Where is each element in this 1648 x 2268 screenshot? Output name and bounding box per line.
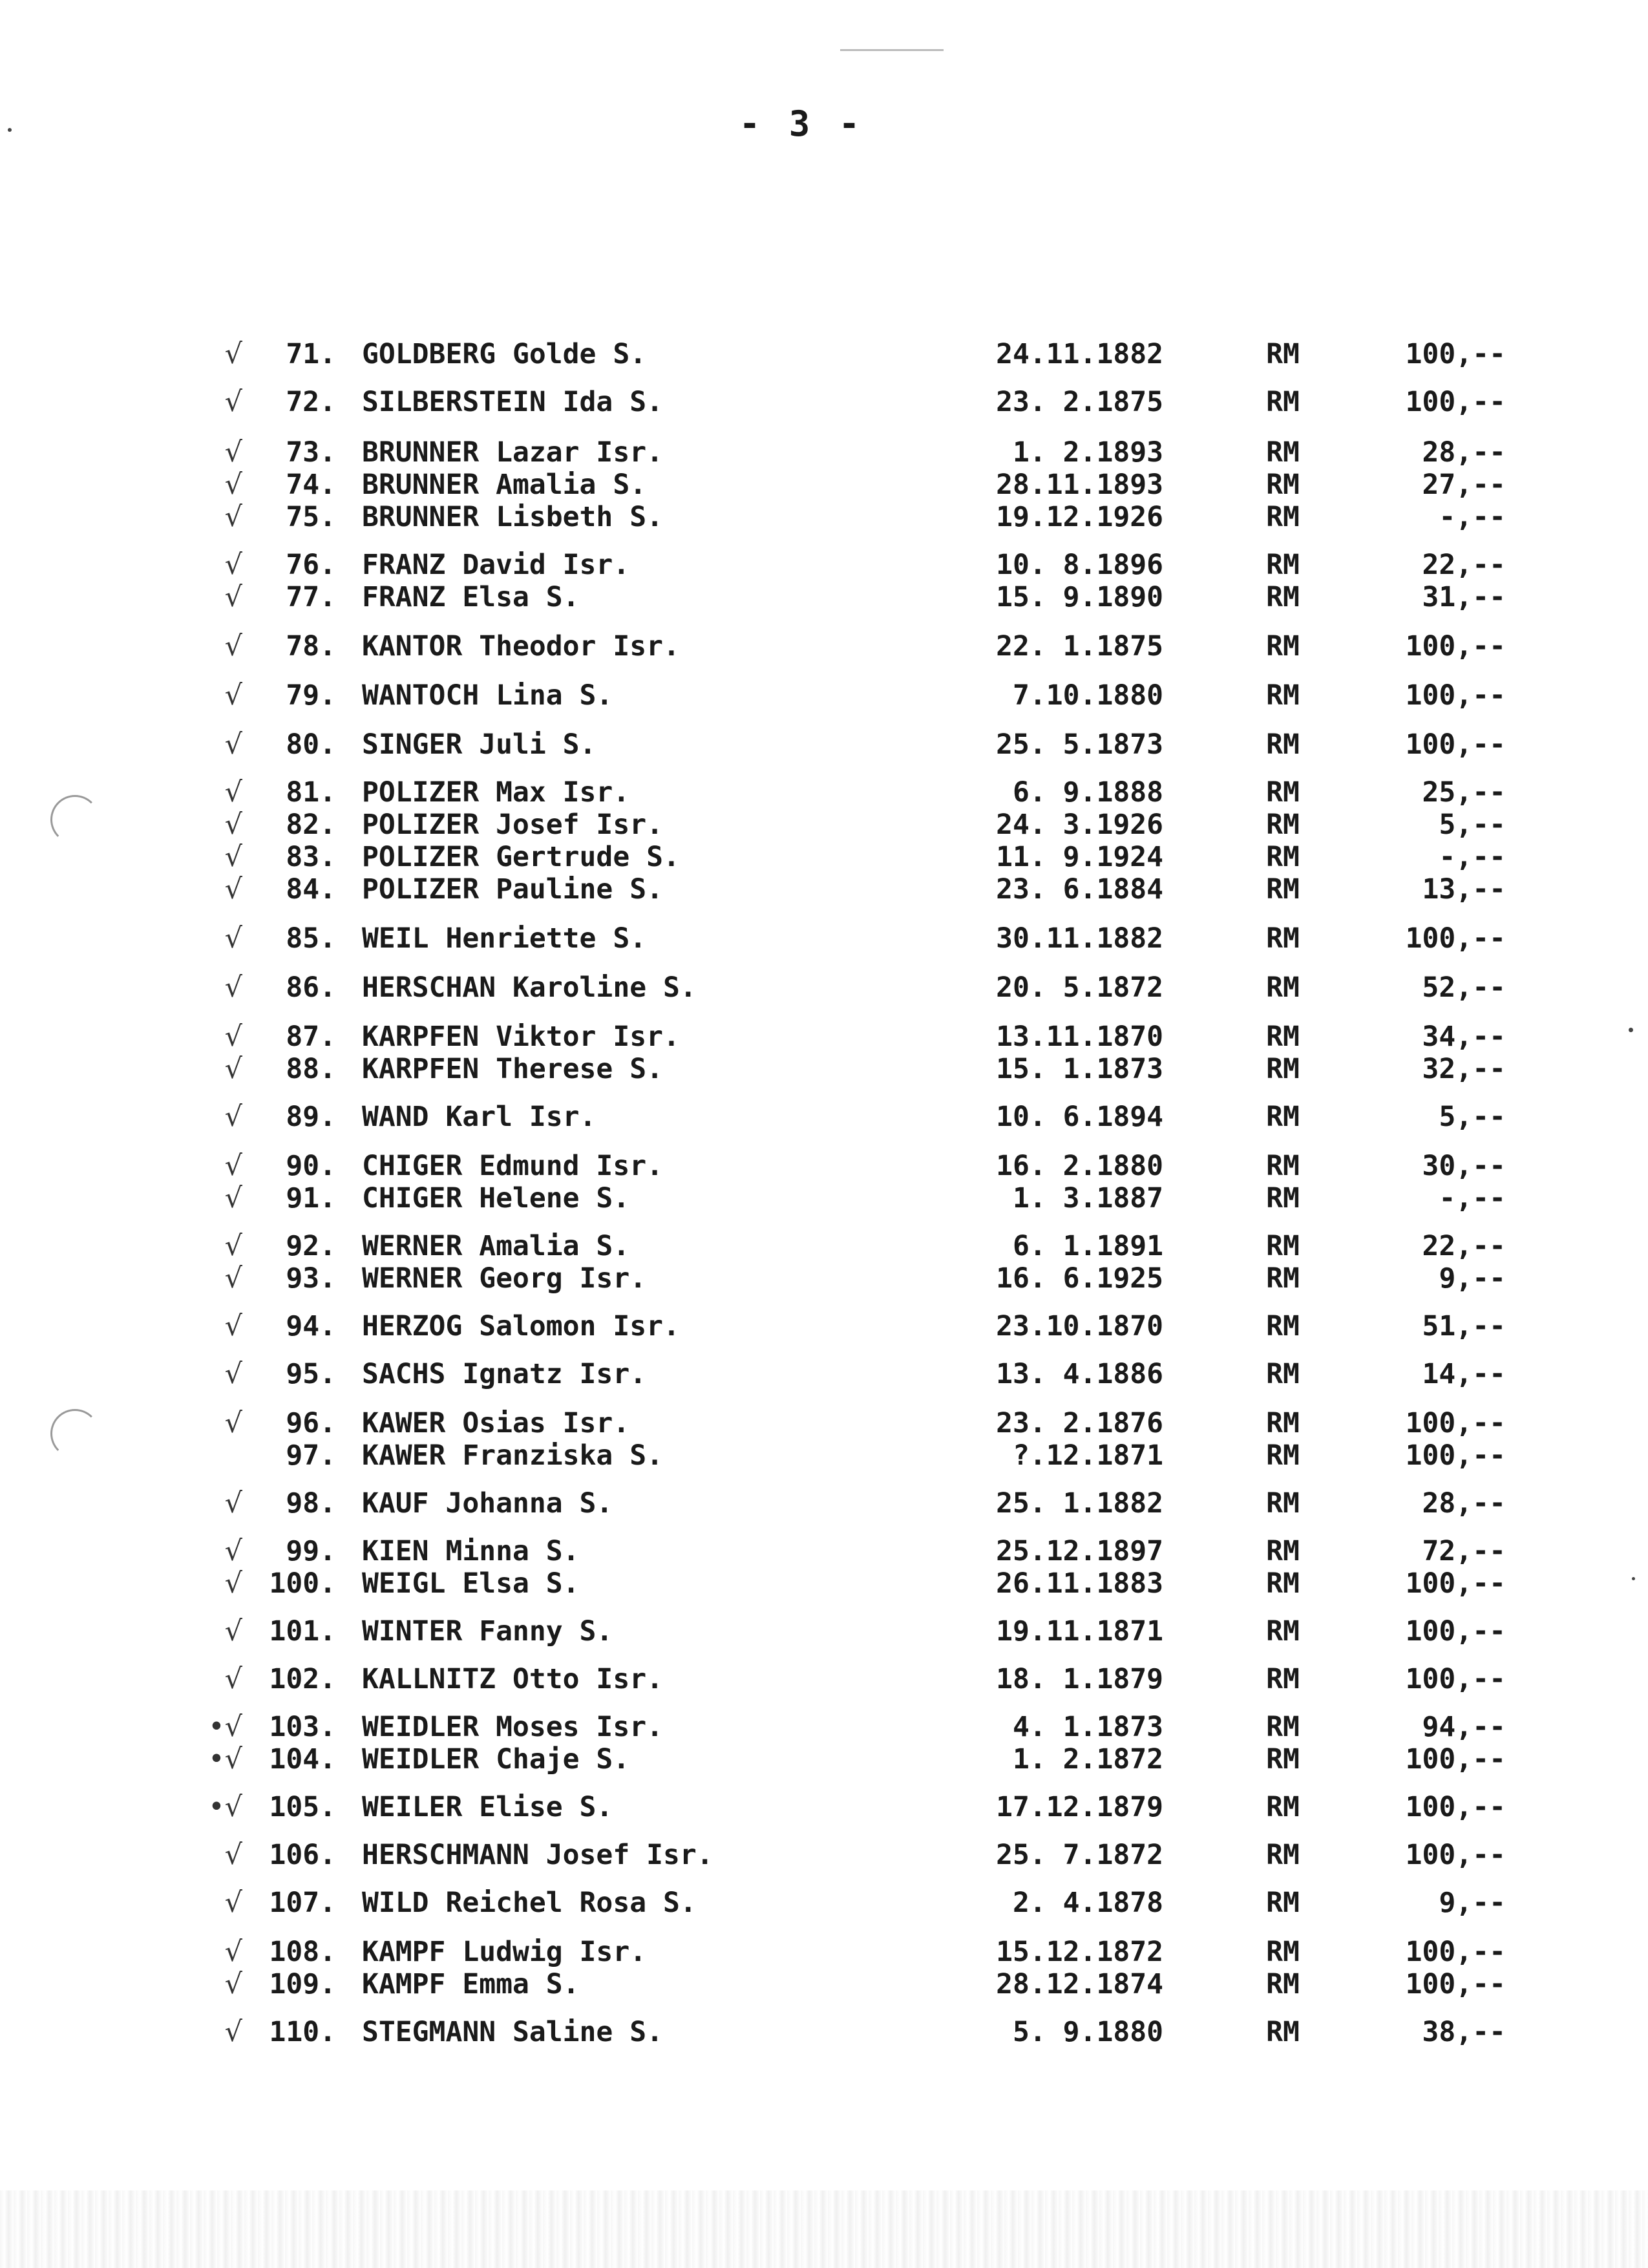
amount: 28,-- — [1422, 1487, 1506, 1520]
person-name: POLIZER Pauline S. — [362, 873, 663, 906]
currency: RM — [1266, 776, 1300, 809]
birth-date: 17.12.1879 — [996, 1791, 1163, 1823]
person-name: WILD Reichel Rosa S. — [362, 1887, 697, 1919]
birth-date: 25. 1.1882 — [996, 1487, 1163, 1520]
person-name: WANTOCH Lina S. — [362, 679, 613, 712]
entry-number: 74. — [286, 469, 336, 501]
entry-number: 91. — [286, 1182, 336, 1214]
punch-hole-top — [50, 795, 100, 844]
currency: RM — [1266, 971, 1300, 1004]
currency: RM — [1266, 1743, 1300, 1775]
amount: 100,-- — [1405, 338, 1506, 370]
person-name: SILBERSTEIN Ida S. — [362, 386, 663, 418]
entry-number: 81. — [286, 776, 336, 809]
amount: -,-- — [1439, 841, 1506, 873]
person-name: CHIGER Edmund Isr. — [362, 1150, 663, 1182]
list-item — [0, 1967, 1648, 2001]
amount: 14,-- — [1422, 1358, 1506, 1390]
amount: 100,-- — [1405, 386, 1506, 418]
list-item — [0, 808, 1648, 842]
amount: 34,-- — [1422, 1021, 1506, 1053]
check-mark: √ — [224, 1021, 242, 1053]
amount: 9,-- — [1439, 1262, 1506, 1295]
currency: RM — [1266, 1182, 1300, 1214]
birth-date: 16. 6.1925 — [996, 1262, 1163, 1295]
currency: RM — [1266, 1230, 1300, 1262]
list-item — [0, 1100, 1648, 1134]
check-mark: √ — [224, 1053, 242, 1085]
check-mark: √ — [224, 1407, 242, 1439]
amount: 100,-- — [1405, 1439, 1506, 1472]
amount: -,-- — [1439, 501, 1506, 533]
entry-number: 82. — [286, 809, 336, 841]
person-name: KARPFEN Viktor Isr. — [362, 1021, 680, 1053]
entry-number: 96. — [286, 1407, 336, 1439]
entry-number: 99. — [286, 1535, 336, 1567]
person-name: WEIGL Elsa S. — [362, 1567, 580, 1600]
amount: 100,-- — [1405, 1615, 1506, 1648]
entry-number: 101. — [269, 1615, 336, 1648]
check-mark: √ — [224, 2016, 242, 2048]
amount: 31,-- — [1422, 581, 1506, 613]
person-name: SINGER Juli S. — [362, 728, 597, 761]
entry-number: 109. — [269, 1968, 336, 2000]
birth-date: 1. 2.1872 — [1013, 1743, 1163, 1775]
list-item — [0, 580, 1648, 614]
birth-date: 5. 9.1880 — [1013, 2016, 1163, 2048]
check-mark: √ — [224, 679, 242, 712]
currency: RM — [1266, 338, 1300, 370]
list-item — [0, 1487, 1648, 1520]
check-mark: √ — [224, 1358, 242, 1390]
currency: RM — [1266, 1887, 1300, 1919]
check-mark: √ — [224, 1101, 242, 1133]
birth-date: 19.11.1871 — [996, 1615, 1163, 1648]
amount: 100,-- — [1405, 1839, 1506, 1871]
currency: RM — [1266, 630, 1300, 662]
person-name: WEIDLER Moses Isr. — [362, 1711, 663, 1743]
check-mark: √ — [224, 809, 242, 841]
entry-number: 100. — [269, 1567, 336, 1600]
scan-speck — [1629, 1028, 1633, 1032]
birth-date: 10. 6.1894 — [996, 1101, 1163, 1133]
check-mark: √ — [224, 971, 242, 1004]
amount: 100,-- — [1405, 1407, 1506, 1439]
birth-date: 11. 9.1924 — [996, 841, 1163, 873]
amount: 72,-- — [1422, 1535, 1506, 1567]
list-item — [0, 1567, 1648, 1600]
check-mark: √ — [224, 1936, 242, 1968]
entry-number: 77. — [286, 581, 336, 613]
person-name: POLIZER Gertrude S. — [362, 841, 680, 873]
amount: 51,-- — [1422, 1310, 1506, 1342]
list-item — [0, 1020, 1648, 1054]
amount: 100,-- — [1405, 1743, 1506, 1775]
person-name: KARPFEN Therese S. — [362, 1053, 663, 1085]
person-name: BRUNNER Amalia S. — [362, 469, 647, 501]
birth-date: 25. 7.1872 — [996, 1839, 1163, 1871]
person-name: WINTER Fanny S. — [362, 1615, 613, 1648]
amount: 100,-- — [1405, 1791, 1506, 1823]
list-item — [0, 1182, 1648, 1215]
person-name: WEIDLER Chaje S. — [362, 1743, 630, 1775]
amount: 38,-- — [1422, 2016, 1506, 2048]
currency: RM — [1266, 1711, 1300, 1743]
check-mark: √ — [224, 728, 242, 761]
scan-edge-noise — [0, 2190, 1648, 2268]
list-item — [0, 337, 1648, 371]
check-mark: √ — [224, 1968, 242, 2000]
amount: 32,-- — [1422, 1053, 1506, 1085]
list-item — [0, 873, 1648, 906]
person-name: HERSCHMANN Josef Isr. — [362, 1839, 713, 1871]
list-item — [0, 1262, 1648, 1295]
check-mark: √ — [224, 776, 242, 809]
person-name: BRUNNER Lisbeth S. — [362, 501, 663, 533]
person-name: STEGMANN Saline S. — [362, 2016, 663, 2048]
entry-number: 76. — [286, 549, 336, 581]
birth-date: 24. 3.1926 — [996, 809, 1163, 841]
birth-date: 26.11.1883 — [996, 1567, 1163, 1600]
person-name: KAWER Osias Isr. — [362, 1407, 630, 1439]
birth-date: 22. 1.1875 — [996, 630, 1163, 662]
currency: RM — [1266, 2016, 1300, 2048]
person-name: POLIZER Josef Isr. — [362, 809, 663, 841]
birth-date: 15.12.1872 — [996, 1936, 1163, 1968]
amount: 100,-- — [1405, 630, 1506, 662]
currency: RM — [1266, 1150, 1300, 1182]
list-item — [0, 922, 1648, 955]
entry-number: 84. — [286, 873, 336, 906]
birth-date: 1. 2.1893 — [1013, 436, 1163, 469]
currency: RM — [1266, 922, 1300, 955]
check-mark: √ — [224, 1887, 242, 1919]
entry-number: 87. — [286, 1021, 336, 1053]
birth-date: 23. 2.1875 — [996, 386, 1163, 418]
person-name: WEILER Elise S. — [362, 1791, 613, 1823]
page-number: - 3 - — [739, 103, 864, 144]
check-mark: •√ — [208, 1791, 242, 1823]
entry-number: 105. — [269, 1791, 336, 1823]
currency: RM — [1266, 581, 1300, 613]
person-name: KALLNITZ Otto Isr. — [362, 1663, 663, 1695]
person-name: HERSCHAN Karoline S. — [362, 971, 697, 1004]
birth-date: 15. 9.1890 — [996, 581, 1163, 613]
currency: RM — [1266, 386, 1300, 418]
check-mark: √ — [224, 1839, 242, 1871]
birth-date: 13.11.1870 — [996, 1021, 1163, 1053]
list-item — [0, 1406, 1648, 1440]
check-mark: √ — [224, 469, 242, 501]
check-mark: √ — [224, 630, 242, 662]
person-name: KANTOR Theodor Isr. — [362, 630, 680, 662]
check-mark: √ — [224, 501, 242, 533]
list-item — [0, 548, 1648, 582]
person-name: WAND Karl Isr. — [362, 1101, 597, 1133]
check-mark: √ — [224, 1150, 242, 1182]
amount: 52,-- — [1422, 971, 1506, 1004]
birth-date: 25.12.1897 — [996, 1535, 1163, 1567]
person-name: KAMPF Emma S. — [362, 1968, 580, 2000]
list-item — [0, 679, 1648, 712]
entry-number: 78. — [286, 630, 336, 662]
birth-date: 23. 6.1884 — [996, 873, 1163, 906]
birth-date: 25. 5.1873 — [996, 728, 1163, 761]
person-name: FRANZ Elsa S. — [362, 581, 580, 613]
entry-number: 92. — [286, 1230, 336, 1262]
entry-number: 94. — [286, 1310, 336, 1342]
entry-number: 89. — [286, 1101, 336, 1133]
entry-number: 80. — [286, 728, 336, 761]
currency: RM — [1266, 1968, 1300, 2000]
entry-number: 90. — [286, 1150, 336, 1182]
entry-number: 98. — [286, 1487, 336, 1520]
list-item — [0, 468, 1648, 502]
check-mark: √ — [224, 922, 242, 955]
entry-number: 72. — [286, 386, 336, 418]
currency: RM — [1266, 1439, 1300, 1472]
check-mark: √ — [224, 1535, 242, 1567]
currency: RM — [1266, 679, 1300, 712]
entry-number: 86. — [286, 971, 336, 1004]
entry-number: 102. — [269, 1663, 336, 1695]
list-item — [0, 1710, 1648, 1744]
birth-date: 20. 5.1872 — [996, 971, 1163, 1004]
person-name: KIEN Minna S. — [362, 1535, 580, 1567]
birth-date: 15. 1.1873 — [996, 1053, 1163, 1085]
amount: 100,-- — [1405, 1567, 1506, 1600]
check-mark: √ — [224, 338, 242, 370]
amount: 5,-- — [1439, 809, 1506, 841]
amount: 13,-- — [1422, 873, 1506, 906]
scan-speck — [1632, 1577, 1635, 1580]
amount: 100,-- — [1405, 679, 1506, 712]
person-name: KAUF Johanna S. — [362, 1487, 613, 1520]
list-item — [0, 1309, 1648, 1343]
punch-hole-bottom — [50, 1409, 100, 1458]
birth-date: 23. 2.1876 — [996, 1407, 1163, 1439]
list-item — [0, 776, 1648, 809]
currency: RM — [1266, 469, 1300, 501]
amount: 22,-- — [1422, 549, 1506, 581]
entry-number: 83. — [286, 841, 336, 873]
check-mark: √ — [224, 1487, 242, 1520]
person-name: SACHS Ignatz Isr. — [362, 1358, 647, 1390]
birth-date: 28.11.1893 — [996, 469, 1163, 501]
person-name: WERNER Georg Isr. — [362, 1262, 647, 1295]
list-item — [0, 1229, 1648, 1263]
entry-number: 103. — [269, 1711, 336, 1743]
amount: 5,-- — [1439, 1101, 1506, 1133]
person-name: KAWER Franziska S. — [362, 1439, 663, 1472]
amount: 30,-- — [1422, 1150, 1506, 1182]
list-item — [0, 728, 1648, 761]
birth-date: 4. 1.1873 — [1013, 1711, 1163, 1743]
list-item — [0, 1534, 1648, 1568]
entry-number: 104. — [269, 1743, 336, 1775]
currency: RM — [1266, 1936, 1300, 1968]
person-name: BRUNNER Lazar Isr. — [362, 436, 663, 469]
currency: RM — [1266, 873, 1300, 906]
currency: RM — [1266, 1535, 1300, 1567]
person-name: HERZOG Salomon Isr. — [362, 1310, 680, 1342]
currency: RM — [1266, 809, 1300, 841]
person-name: POLIZER Max Isr. — [362, 776, 630, 809]
amount: 27,-- — [1422, 469, 1506, 501]
entry-number: 110. — [269, 2016, 336, 2048]
amount: 9,-- — [1439, 1887, 1506, 1919]
currency: RM — [1266, 1487, 1300, 1520]
check-mark: √ — [224, 1182, 242, 1214]
birth-date: 6. 9.1888 — [1013, 776, 1163, 809]
amount: 100,-- — [1405, 1663, 1506, 1695]
birth-date: 18. 1.1879 — [996, 1663, 1163, 1695]
list-item — [0, 1149, 1648, 1183]
person-name: CHIGER Helene S. — [362, 1182, 630, 1214]
birth-date: 7.10.1880 — [1013, 679, 1163, 712]
birth-date: ?.12.1871 — [1013, 1439, 1163, 1472]
currency: RM — [1266, 1663, 1300, 1695]
list-item — [0, 1790, 1648, 1824]
birth-date: 23.10.1870 — [996, 1310, 1163, 1342]
entry-number: 108. — [269, 1936, 336, 1968]
currency: RM — [1266, 841, 1300, 873]
scan-speck — [840, 49, 944, 51]
check-mark: √ — [224, 841, 242, 873]
entry-number: 79. — [286, 679, 336, 712]
birth-date: 1. 3.1887 — [1013, 1182, 1163, 1214]
birth-date: 19.12.1926 — [996, 501, 1163, 533]
entry-number: 97. — [286, 1439, 336, 1472]
currency: RM — [1266, 1021, 1300, 1053]
amount: 100,-- — [1405, 1968, 1506, 2000]
check-mark: √ — [224, 1567, 242, 1600]
entry-number: 95. — [286, 1358, 336, 1390]
list-item — [0, 1935, 1648, 1969]
list-item — [0, 1357, 1648, 1391]
entry-number: 75. — [286, 501, 336, 533]
check-mark: √ — [224, 436, 242, 469]
currency: RM — [1266, 436, 1300, 469]
entry-number: 107. — [269, 1887, 336, 1919]
amount: 94,-- — [1422, 1711, 1506, 1743]
entry-number: 85. — [286, 922, 336, 955]
currency: RM — [1266, 1310, 1300, 1342]
entry-number: 106. — [269, 1839, 336, 1871]
check-mark: √ — [224, 1230, 242, 1262]
currency: RM — [1266, 1358, 1300, 1390]
check-mark: √ — [224, 581, 242, 613]
check-mark: √ — [224, 549, 242, 581]
check-mark: √ — [224, 1615, 242, 1648]
amount: 25,-- — [1422, 776, 1506, 809]
entry-number: 93. — [286, 1262, 336, 1295]
list-item — [0, 1439, 1648, 1472]
birth-date: 13. 4.1886 — [996, 1358, 1163, 1390]
scan-speck — [8, 128, 12, 132]
check-mark: √ — [224, 1310, 242, 1342]
person-name: FRANZ David Isr. — [362, 549, 630, 581]
list-item — [0, 436, 1648, 469]
birth-date: 10. 8.1896 — [996, 549, 1163, 581]
birth-date: 6. 1.1891 — [1013, 1230, 1163, 1262]
entry-number: 88. — [286, 1053, 336, 1085]
amount: 100,-- — [1405, 922, 1506, 955]
list-item — [0, 971, 1648, 1004]
currency: RM — [1266, 1615, 1300, 1648]
currency: RM — [1266, 1567, 1300, 1600]
birth-date: 28.12.1874 — [996, 1968, 1163, 2000]
person-name: KAMPF Ludwig Isr. — [362, 1936, 647, 1968]
list-item — [0, 630, 1648, 663]
amount: 100,-- — [1405, 728, 1506, 761]
list-item — [0, 2015, 1648, 2049]
check-mark: √ — [224, 1262, 242, 1295]
birth-date: 24.11.1882 — [996, 338, 1163, 370]
currency: RM — [1266, 1262, 1300, 1295]
list-item — [0, 1052, 1648, 1086]
list-item — [0, 1615, 1648, 1648]
entry-number: 71. — [286, 338, 336, 370]
list-item — [0, 385, 1648, 419]
list-item — [0, 840, 1648, 874]
amount: -,-- — [1439, 1182, 1506, 1214]
list-item — [0, 1743, 1648, 1776]
person-name: WEIL Henriette S. — [362, 922, 647, 955]
currency: RM — [1266, 1101, 1300, 1133]
check-mark: √ — [224, 873, 242, 906]
check-mark: •√ — [208, 1711, 242, 1743]
currency: RM — [1266, 1053, 1300, 1085]
currency: RM — [1266, 728, 1300, 761]
amount: 100,-- — [1405, 1936, 1506, 1968]
currency: RM — [1266, 549, 1300, 581]
list-item — [0, 1662, 1648, 1696]
list-item — [0, 1838, 1648, 1872]
check-mark: •√ — [208, 1743, 242, 1775]
amount: 28,-- — [1422, 436, 1506, 469]
birth-date: 16. 2.1880 — [996, 1150, 1163, 1182]
list-item — [0, 500, 1648, 534]
currency: RM — [1266, 1791, 1300, 1823]
currency: RM — [1266, 1839, 1300, 1871]
birth-date: 30.11.1882 — [996, 922, 1163, 955]
birth-date: 2. 4.1878 — [1013, 1887, 1163, 1919]
person-name: WERNER Amalia S. — [362, 1230, 630, 1262]
currency: RM — [1266, 501, 1300, 533]
check-mark: √ — [224, 1663, 242, 1695]
amount: 22,-- — [1422, 1230, 1506, 1262]
person-name: GOLDBERG Golde S. — [362, 338, 647, 370]
check-mark: √ — [224, 386, 242, 418]
entry-number: 73. — [286, 436, 336, 469]
list-item — [0, 1886, 1648, 1920]
currency: RM — [1266, 1407, 1300, 1439]
